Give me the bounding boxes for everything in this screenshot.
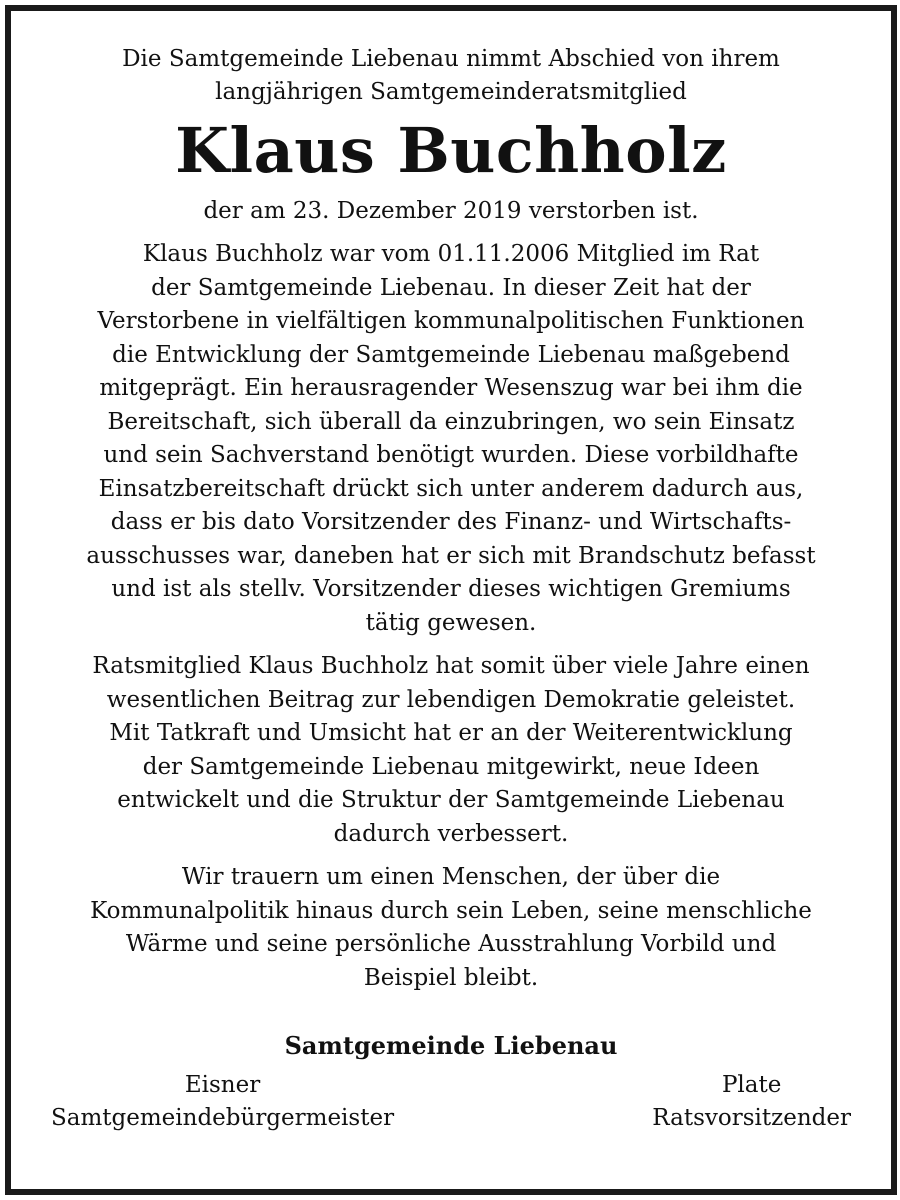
signers [33,1069,869,1135]
paragraph-line: entwickelt und die Struktur der Samtgemeinde Liebenau [117,787,785,813]
signer-name: Eisner [184,1072,261,1098]
signer-left [51,1069,394,1135]
paragraph-line: tätig gewesen. [365,609,537,636]
paragraph-line: und ist als stellv. Vorsitzender dieses wichtigen Gremiums [111,576,791,602]
signer-name: Plate [721,1072,782,1098]
intro-line: langjährigen Samtgemeinderatsmitglied [215,79,687,105]
signer-role: Samtgemeindebürgermeister [51,1105,395,1131]
paragraph-line: wesentlichen Beitrag zur lebendigen Demokratie geleistet. [106,686,796,713]
paragraph-line: Ratsmitglied Klaus Buchholz hat somit über viele Jahre einen [92,653,810,679]
paragraph-line: Einsatzbereitschaft drückt sich unter anderem dadurch aus, [98,475,804,502]
paragraph-line: und sein Sachverstand benötigt wurden. Diese vorbildhafte [103,442,799,468]
death-date-line: der am 23. Dezember 2019 verstorben ist. [203,198,699,224]
tribute-paragraph-1 [33,238,869,640]
paragraph-line: ausschusses war, daneben hat er sich mit Brandschutz befasst [86,542,816,569]
paragraph-line: Mit Tatkraft und Umsicht hat er an der Weiterentwicklung [109,720,793,746]
paragraph-line: Bereitschaft, sich überall da einzubringen, wo sein Einsatz [107,408,795,435]
organization-name: Samtgemeinde Liebenau [284,1031,618,1060]
paragraph-line: dadurch verbessert. [333,820,569,847]
paragraph-line: Kommunalpolitik hinaus durch sein Leben, seine menschliche [90,897,812,924]
paragraph-line: dass er bis dato Vorsitzender des Finanz- und Wirtschafts- [110,509,792,535]
paragraph-line: Beispiel bleibt. [363,964,539,991]
tribute-paragraph-3 [33,861,869,995]
intro-line: Die Samtgemeinde Liebenau nimmt Abschied von ihrem [122,46,780,72]
notice-frame [5,5,897,1195]
signer-right [652,1069,851,1135]
signer-role: Ratsvorsitzender [652,1105,851,1131]
paragraph-line: mitgeprägt. Ein herausragender Wesenszug war bei ihm die [99,375,803,401]
paragraph-line: Klaus Buchholz war vom 01.11.2006 Mitglied im Rat [142,241,760,267]
paragraph-line: Verstorbene in vielfältigen kommunalpolitischen Funktionen [97,308,805,334]
paragraph-line: die Entwicklung der Samtgemeinde Liebenau maßgebend [112,341,790,368]
notice-content [33,43,869,1135]
paragraph-line: Wir trauern um einen Menschen, der über die [181,864,721,890]
paragraph-line: Wärme und seine persönliche Ausstrahlung Vorbild und [125,931,777,957]
paragraph-line: der Samtgemeinde Liebenau. In dieser Zeit hat der [151,274,751,301]
intro-text [33,43,869,109]
tribute-paragraph-2 [33,650,869,851]
paragraph-line: der Samtgemeinde Liebenau mitgewirkt, neue Ideen [142,753,760,780]
deceased-name: Klaus Buchholz [175,114,727,187]
